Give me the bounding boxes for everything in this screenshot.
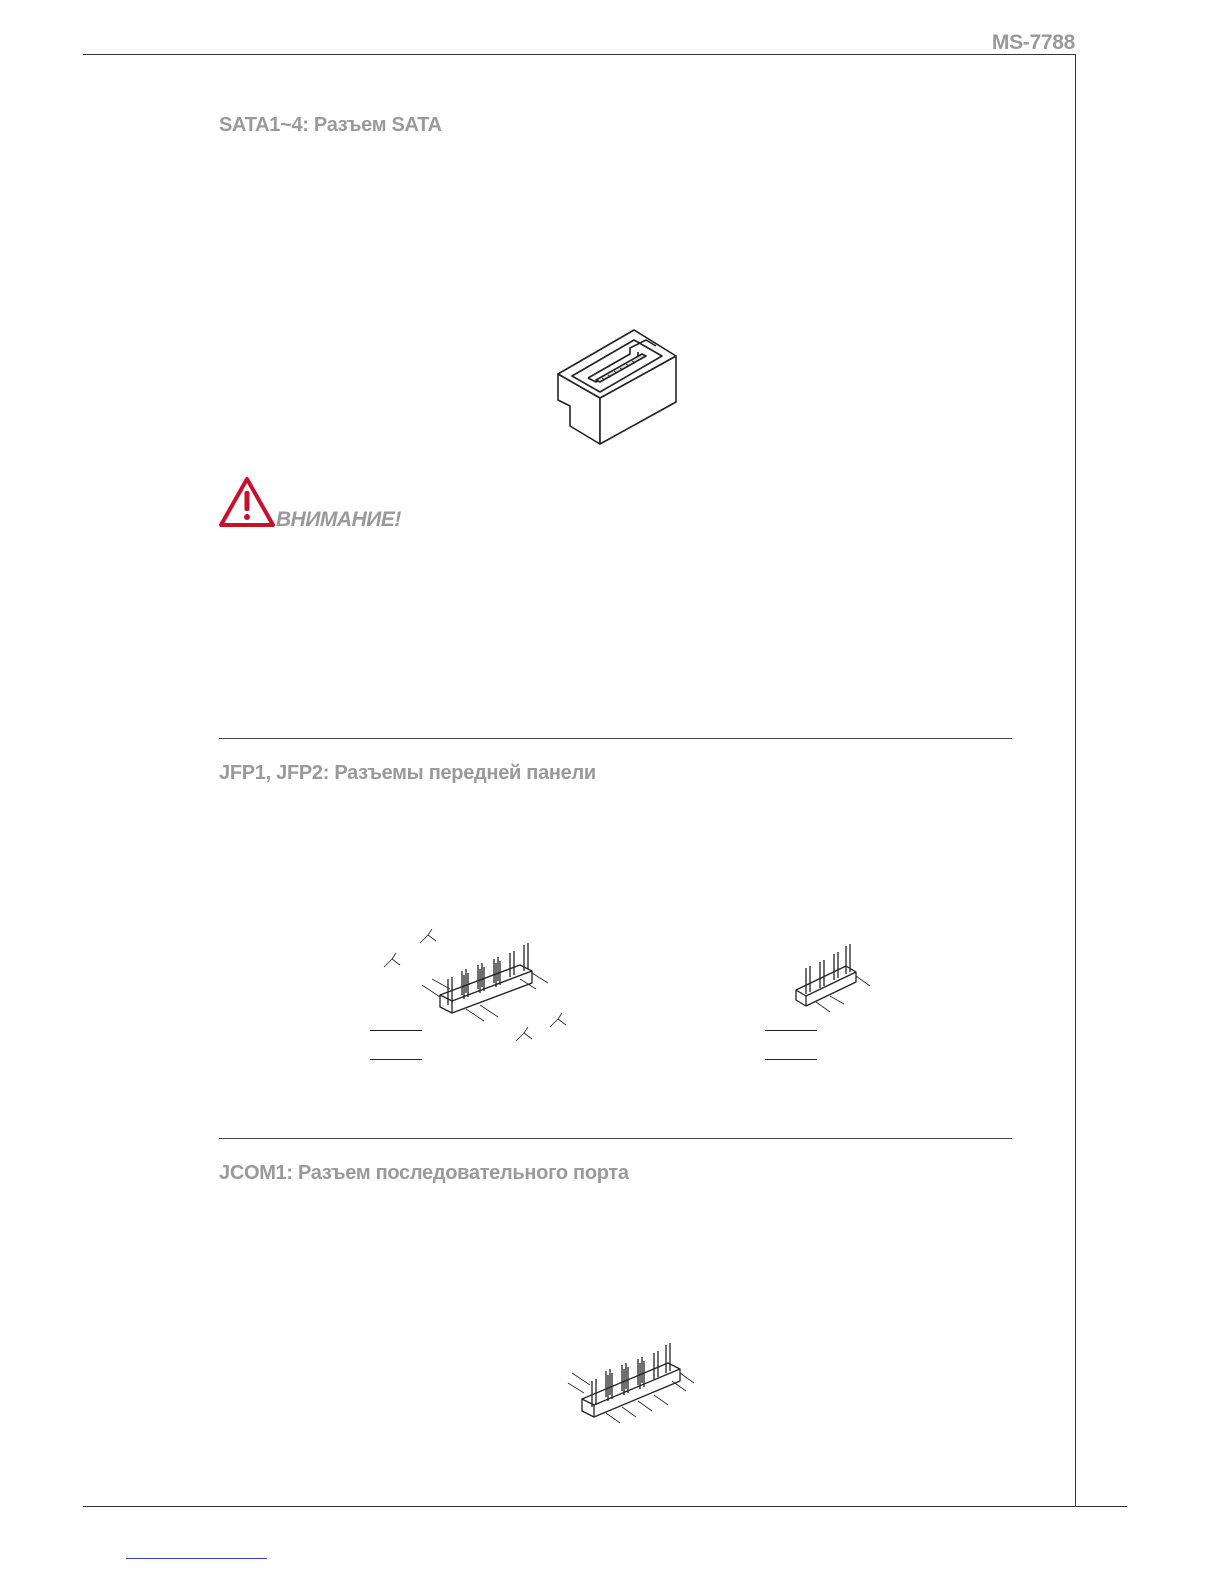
jfp-section-rule bbox=[219, 738, 1012, 739]
footer-rule bbox=[83, 1506, 1127, 1507]
jfp2-label-underline-2 bbox=[765, 1059, 817, 1060]
jfp-section-title: JFP1, JFP2: Разъемы передней панели bbox=[219, 762, 596, 784]
footer-link-underline[interactable] bbox=[126, 1558, 267, 1559]
side-rule bbox=[1075, 54, 1076, 1506]
jfp1-pin-header-icon bbox=[370, 925, 580, 1065]
header-rule bbox=[83, 54, 1076, 55]
page-model-label: MS-7788 bbox=[991, 31, 1075, 54]
caution-heading: ВНИМАНИЕ! bbox=[276, 508, 401, 531]
jcom-section-title: JCOM1: Разъем последовательного порта bbox=[219, 1162, 629, 1184]
jcom-section-rule bbox=[219, 1138, 1012, 1139]
jfp2-label-underline bbox=[765, 1030, 817, 1031]
jfp1-label-underline bbox=[370, 1030, 422, 1031]
sata-section-title: SATA1~4: Разъем SATA bbox=[219, 114, 442, 136]
warning-triangle-icon bbox=[218, 476, 276, 528]
sata-connector-icon bbox=[550, 320, 685, 450]
jfp1-label-underline-2 bbox=[370, 1059, 422, 1060]
jfp2-pin-header-icon bbox=[790, 938, 880, 1018]
jcom1-pin-header-icon bbox=[560, 1335, 705, 1425]
